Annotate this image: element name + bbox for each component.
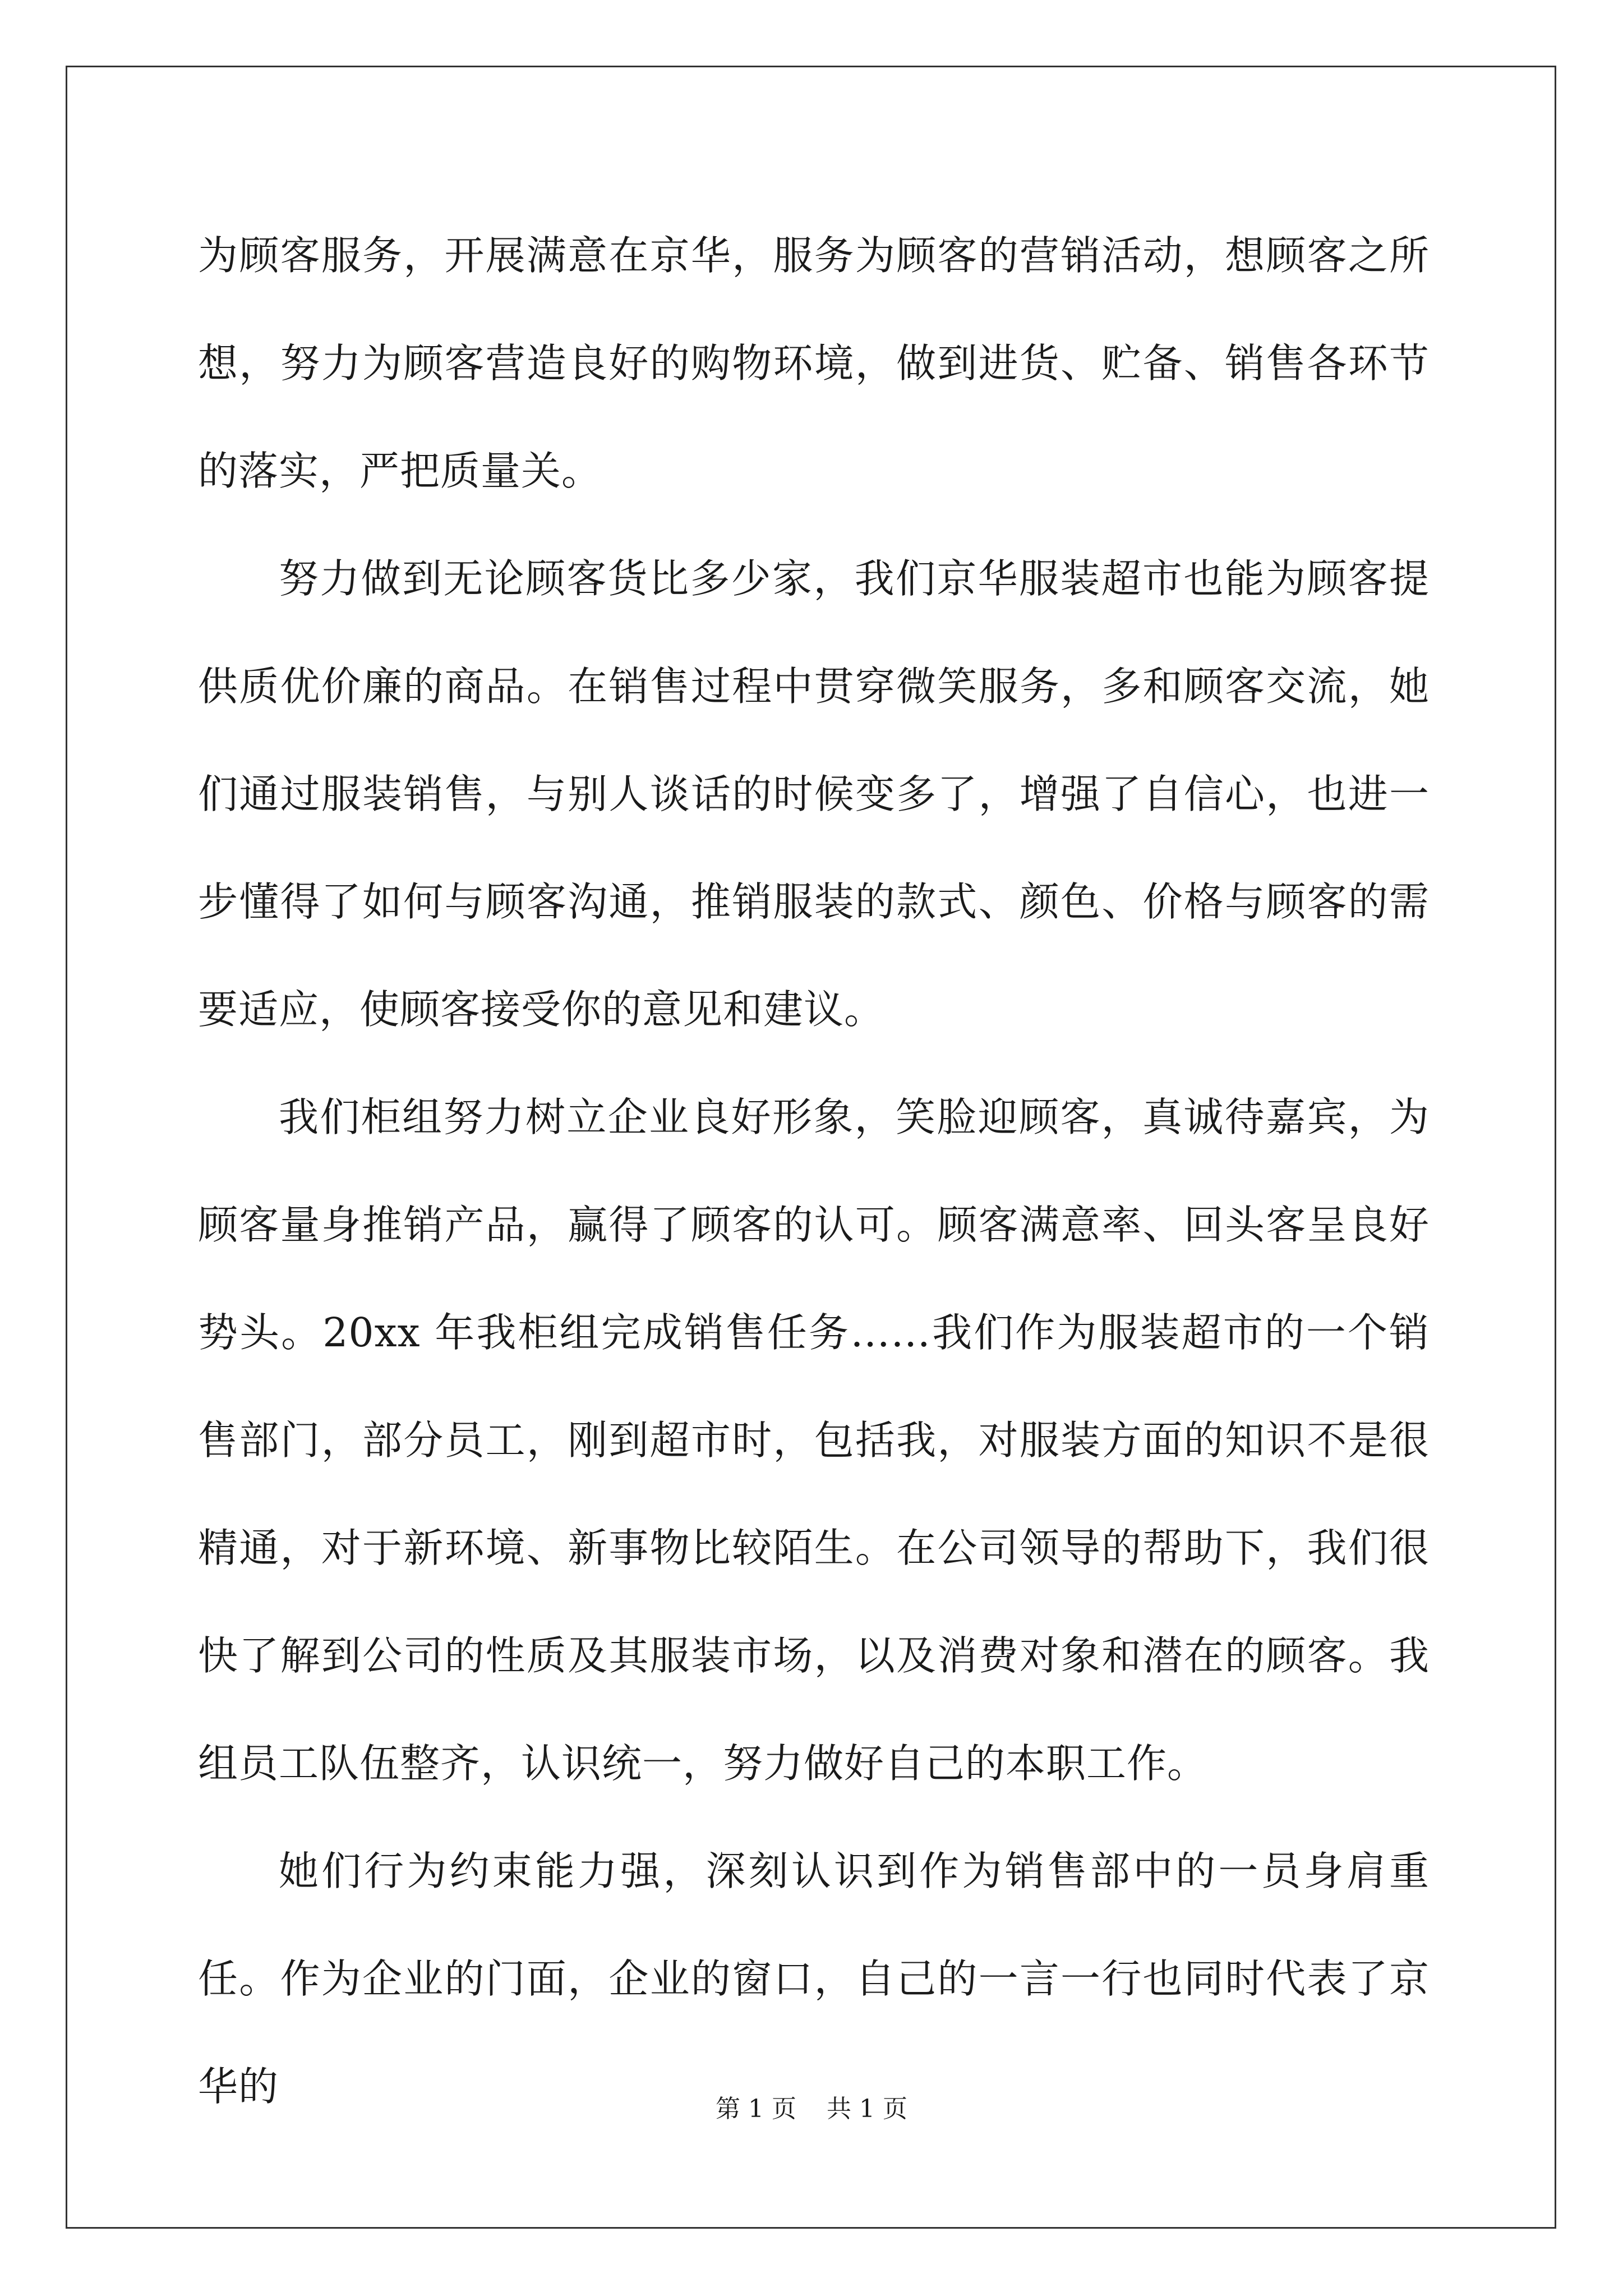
paragraph-1: 为顾客服务，开展满意在京华，服务为顾客的营销活动，想顾客之所想，努力为顾客营造良好的购物环境，做到进货、贮备、销售各环节的落实，严把质量关。: [198, 232, 1430, 494]
paragraph-2: 努力做到无论顾客货比多少家，我们京华服装超市也能为顾客提供质优价廉的商品。在销售过程中贯穿微笑服务，多和顾客交流，她们通过服装销售，与别人谈话的时候变多了，增强了自信心，也进一步懂得了如何与顾客沟通，推销服装的款式、颜色、价格与顾客的需要适应，使顾客接受你的意见和建议。: [198, 555, 1430, 1033]
page-number: 第 1 页: [716, 2095, 796, 2123]
paragraph-4: 她们行为约束能力强，深刻认识到作为销售部中的一员身肩重任。作为企业的门面，企业的窗口，自己的一言一行也同时代表了京华的: [198, 1848, 1430, 2110]
page-footer: [0, 2092, 1623, 2126]
document-body: [198, 202, 1430, 2141]
page-total: 共 1 页: [827, 2095, 907, 2123]
paragraph-3: 我们柜组努力树立企业良好形象，笑脸迎顾客，真诚待嘉宾，为顾客量身推销产品，赢得了顾客的认可。顾客满意率、回头客呈良好势头。20xx 年我柜组完成销售任务……我们作为服装超市的一个销售部门，部分员工，刚到超市时，包括我，对服装方面的知识不是很精通，对于新环境、新事物比较陌生。在公司领导的帮助下，我们很快了解到公司的性质及其服装市场，以及消费对象和潜在的顾客。我组员工队伍整齐，认识统一，努力做好自己的本职工作。: [198, 1094, 1430, 1787]
